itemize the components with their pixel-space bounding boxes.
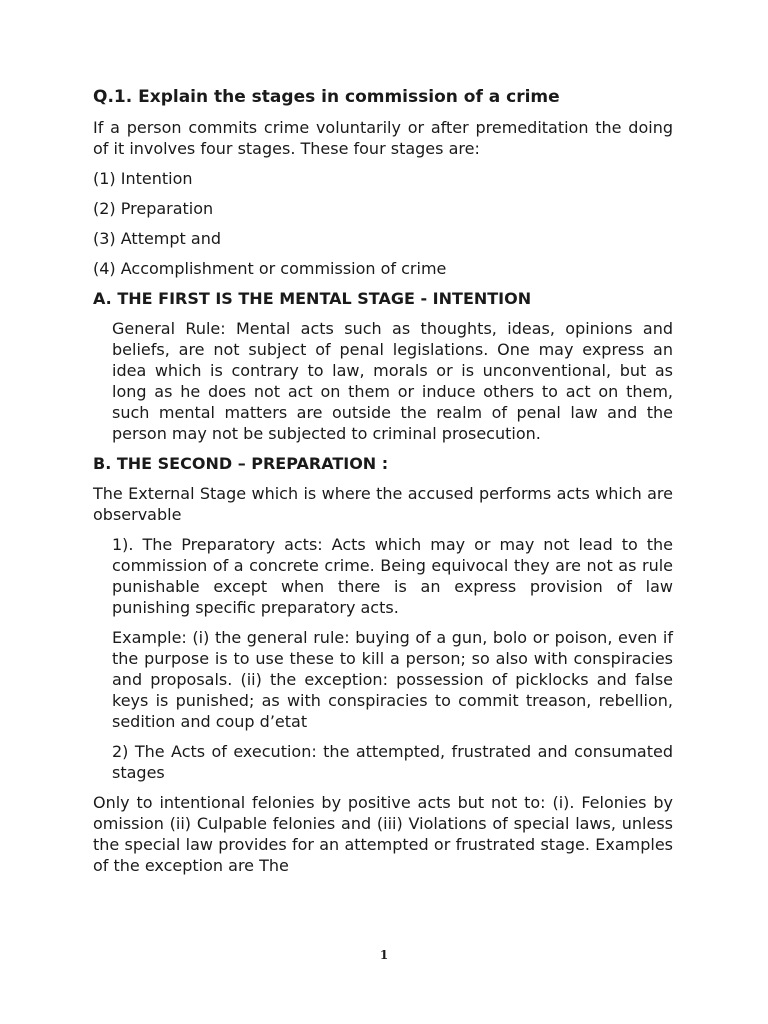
stage-item-1: (1) Intention: [93, 169, 193, 188]
section-b-heading: B. THE SECOND – PREPARATION :: [93, 454, 389, 473]
closing-paragraph: Only to intentional felonies by positive acts but not to: (i). Felonies by omission (ii) Culpable felonies and (iii) Violations of special laws, unless the special law provides for an attempted or frustrated stage. Examples of the exception are The: [93, 793, 673, 875]
document-body: [93, 86, 673, 876]
section-a-body: General Rule: Mental acts such as thoughts, ideas, opinions and beliefs, are not subject of penal legislations. One may express an idea which is contrary to law, morals or is unconventional, but as long as he does not act on them or induce others to act on them, such mental matters are outside the realm of penal law and the person may not be subjected to criminal prosecution.: [112, 319, 673, 443]
example-paragraph: Example: (i) the general rule: buying of a gun, bolo or poison, even if the purpose is to use these to kill a person; so also with conspiracies and proposals. (ii) the exception: possession of picklocks and false keys is punished; as with conspiracies to commit treason, rebellion, sedition and coup d’etat: [112, 628, 673, 731]
question-title: Q.1. Explain the stages in commission of a crime: [93, 87, 560, 107]
section-a-heading: A. THE FIRST IS THE MENTAL STAGE - INTENTION: [93, 289, 532, 308]
preparatory-acts-paragraph: 1). The Preparatory acts: Acts which may or may not lead to the commission of a concrete crime. Being equivocal they are not as rule punishable except when there is an express provision of law punishing specific preparatory acts.: [112, 535, 673, 617]
page-number: 1: [379, 948, 389, 962]
acts-of-execution-paragraph: 2) The Acts of execution: the attempted, frustrated and consumated stages: [112, 742, 673, 782]
stage-item-2: (2) Preparation: [93, 199, 214, 218]
stage-item-3: (3) Attempt and: [93, 229, 222, 248]
section-b-intro: The External Stage which is where the accused performs acts which are observable: [93, 484, 673, 524]
stage-item-4: (4) Accomplishment or commission of crime: [93, 259, 447, 278]
intro-paragraph: If a person commits crime voluntarily or after premeditation the doing of it involves four stages. These four stages are:: [93, 118, 673, 158]
